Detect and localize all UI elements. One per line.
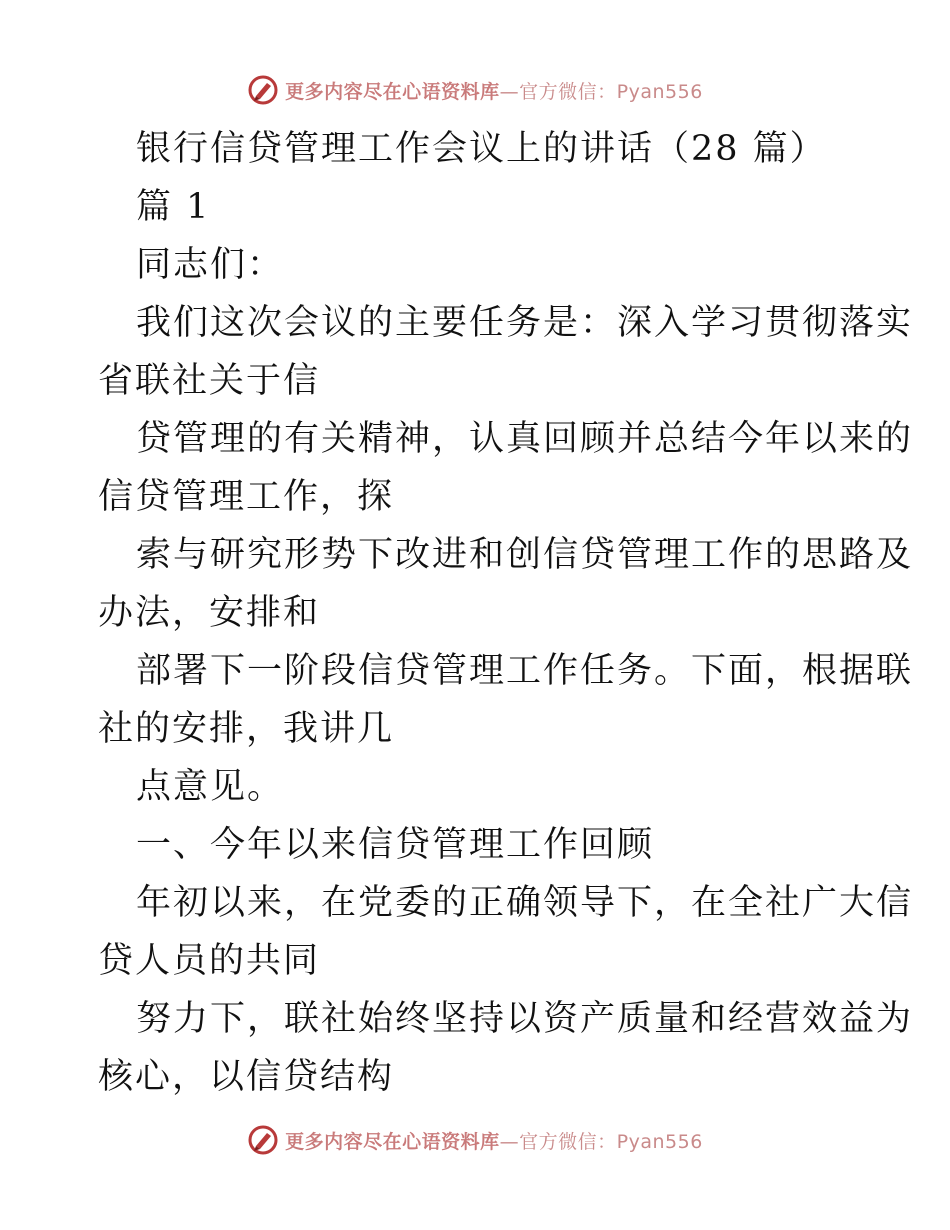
document-body xyxy=(98,120,914,1106)
doc-line: 年初以来，在党委的正确领导下，在全社广大信 xyxy=(136,883,914,923)
doc-line: 办法，安排和 xyxy=(98,593,321,633)
doc-line: 同志们： xyxy=(136,245,285,285)
header-watermark xyxy=(0,70,950,110)
doc-line: 贷管理的有关精神，认真回顾并总结今年以来的 xyxy=(136,419,914,459)
watermark-text: 更多内容尽在心语资料库—官方微信：Pyan556 xyxy=(285,1130,703,1153)
doc-line: 社的安排，我讲几 xyxy=(98,709,395,749)
doc-line: 部署下一阶段信贷管理工作任务。下面，根据联 xyxy=(136,651,914,691)
footer-watermark xyxy=(0,1120,950,1160)
doc-line: 一、今年以来信贷管理工作回顾 xyxy=(136,825,655,865)
watermark-text: 更多内容尽在心语资料库—官方微信：Pyan556 xyxy=(285,80,703,103)
doc-line: 信贷管理工作，探 xyxy=(98,477,395,517)
doc-line: 点意见。 xyxy=(136,767,285,807)
doc-line: 索与研究形势下改进和创信贷管理工作的思路及 xyxy=(136,535,914,575)
doc-line: 我们这次会议的主要任务是：深入学习贯彻落实 xyxy=(136,303,914,343)
doc-line: 贷人员的共同 xyxy=(98,941,321,981)
doc-line: 省联社关于信 xyxy=(98,361,321,401)
doc-line: 努力下，联社始终坚持以资产质量和经营效益为 xyxy=(136,999,914,1039)
pen-logo-icon xyxy=(247,74,279,106)
doc-line: 核心，以信贷结构 xyxy=(98,1057,395,1097)
doc-line: 银行信贷管理工作会议上的讲话（28 篇） xyxy=(136,129,827,169)
doc-line: 篇 1 xyxy=(136,187,211,227)
pen-logo-icon xyxy=(247,1124,279,1156)
